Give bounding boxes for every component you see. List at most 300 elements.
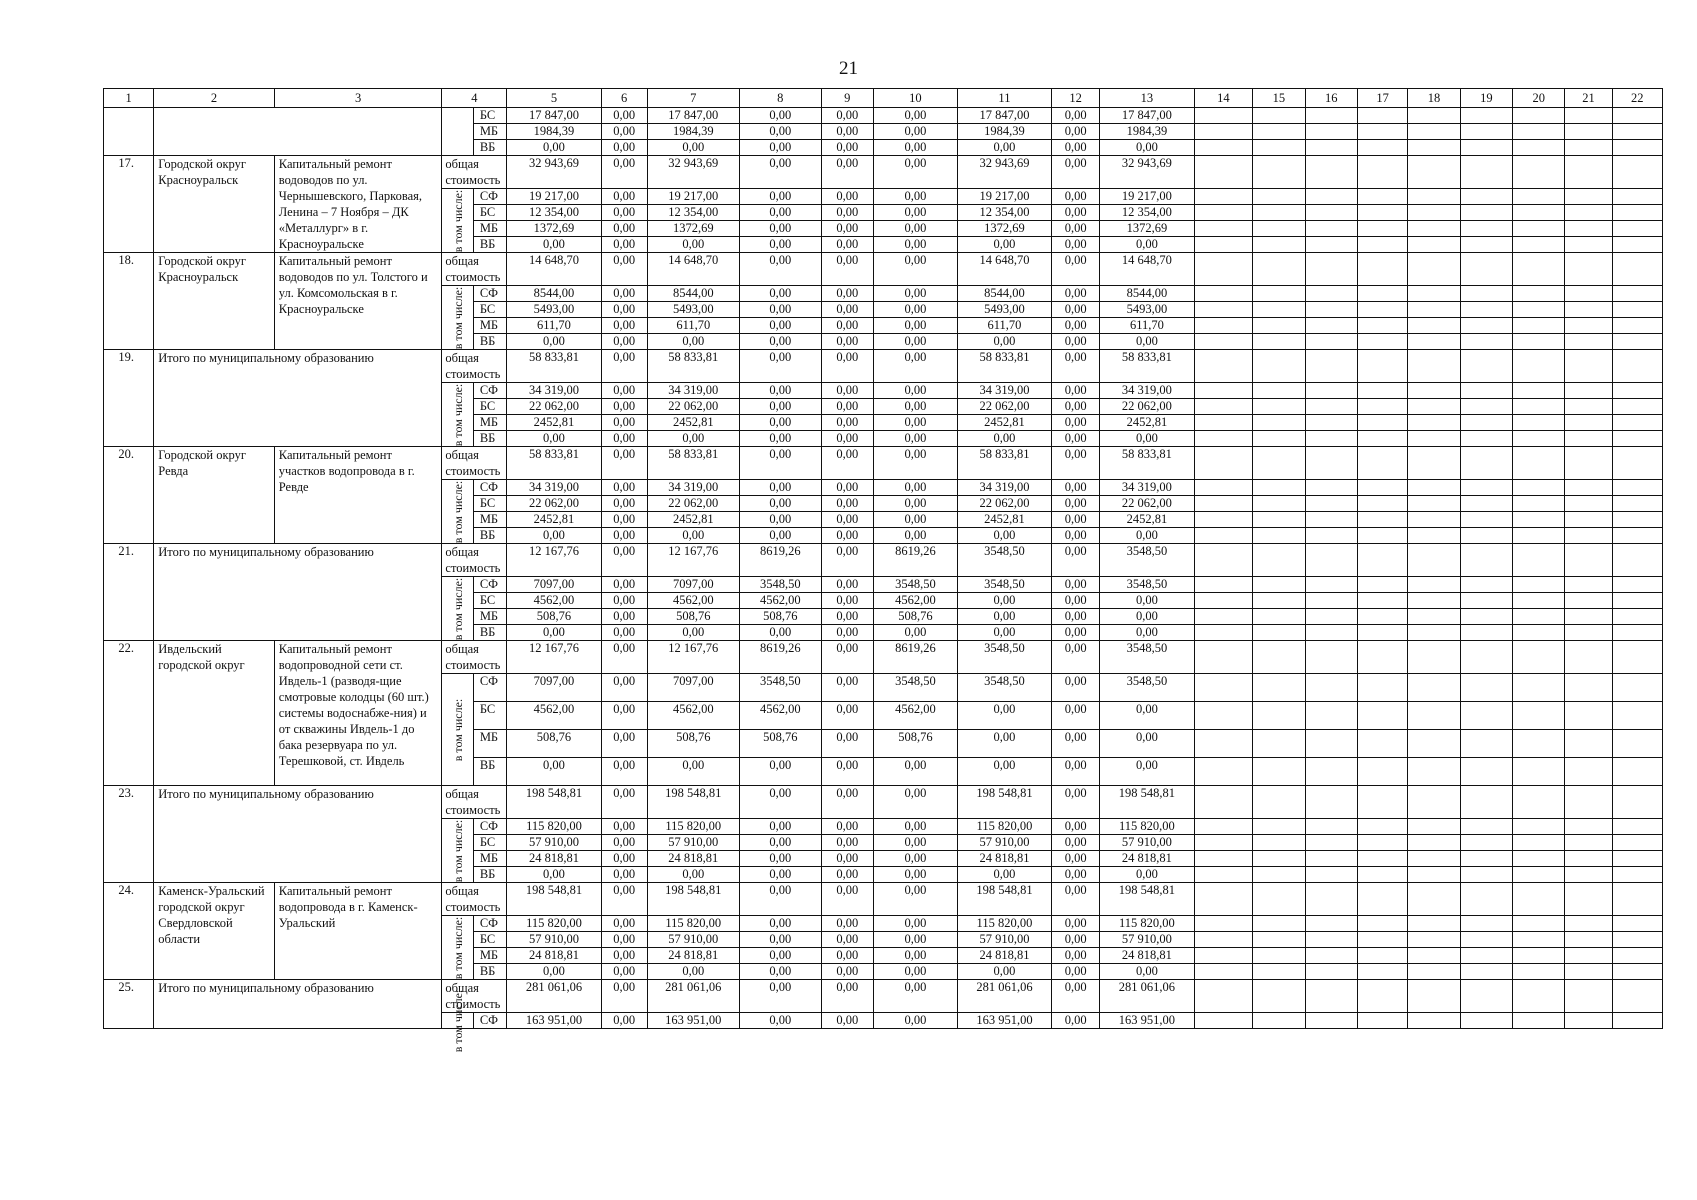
empty-cell [1460,835,1512,851]
empty-cell [1513,237,1565,253]
value-cell: 0,00 [1052,383,1100,399]
value-cell: 0,00 [821,577,873,593]
empty-cell [1408,835,1460,851]
empty-cell [1612,140,1662,156]
funding-type: МБ [473,948,507,964]
empty-cell [1612,334,1662,350]
empty-cell [1460,383,1512,399]
value-cell: 3548,50 [957,674,1051,702]
value-cell: 34 319,00 [957,480,1051,496]
value-cell: 0,00 [873,964,957,980]
value-cell: 0,00 [821,932,873,948]
empty-cell [1612,758,1662,786]
empty-cell [1513,674,1565,702]
value-cell: 0,00 [601,140,647,156]
value-cell: 0,00 [601,932,647,948]
empty-cell [1305,512,1357,528]
total-value: 0,00 [1052,156,1100,189]
empty-cell [1513,964,1565,980]
value-cell: 0,00 [873,237,957,253]
value-cell: 0,00 [1052,867,1100,883]
budget-table [103,88,1663,1052]
empty-cell [1565,221,1612,237]
empty-cell [1305,237,1357,253]
empty-cell [1357,819,1407,835]
empty-cell [1305,641,1357,674]
total-cost-label [442,350,507,383]
funding-type: МБ [473,512,507,528]
empty-cell [1408,609,1460,625]
value-cell: 0,00 [821,528,873,544]
value-cell: 12 354,00 [507,205,601,221]
value-cell: 7097,00 [647,674,739,702]
empty-cell [1565,512,1612,528]
empty-cell [1408,867,1460,883]
empty-cell [1357,124,1407,140]
value-cell: 7097,00 [507,577,601,593]
value-cell: 0,00 [739,528,821,544]
empty-cell [1194,609,1253,625]
empty-cell [1408,108,1460,124]
total-label: общая [445,351,479,365]
empty-cell [1305,156,1357,189]
column-header: 3 [274,89,442,108]
column-header: 18 [1408,89,1460,108]
total-value: 0,00 [873,980,957,1013]
empty-cell [1565,980,1612,1013]
empty-cell [1612,786,1662,819]
total-value: 3548,50 [957,544,1051,577]
value-cell: 0,00 [601,577,647,593]
empty-cell [1357,302,1407,318]
funding-type: МБ [473,851,507,867]
value-cell: 0,00 [873,625,957,641]
including-label [442,577,473,641]
value-cell: 4562,00 [739,702,821,730]
total-value: 0,00 [1052,883,1100,916]
value-cell: 3548,50 [739,674,821,702]
total-value: 12 167,76 [507,641,601,674]
value-cell: 0,00 [601,334,647,350]
empty-cell [1305,350,1357,383]
value-cell: 0,00 [739,318,821,334]
empty-cell [1194,496,1253,512]
empty-cell [1305,577,1357,593]
empty-cell [1460,350,1512,383]
empty-cell [1513,108,1565,124]
value-cell: 0,00 [821,318,873,334]
empty-cell [1357,528,1407,544]
municipality-name: Городской округ Красноуральск [154,253,274,350]
total-value: 0,00 [821,786,873,819]
empty-cell [1460,124,1512,140]
value-cell: 22 062,00 [1100,496,1194,512]
cost-label: стоимость [445,173,501,187]
column-header: 9 [821,89,873,108]
total-label: общая [445,254,479,268]
subtotal-title: Итого по муниципальному образованию [154,544,442,641]
value-cell: 0,00 [821,399,873,415]
total-value: 0,00 [821,980,873,1013]
empty-cell [1305,140,1357,156]
value-cell: 3548,50 [957,577,1051,593]
funding-type: ВБ [473,964,507,980]
value-cell: 1984,39 [957,124,1051,140]
row-number: 25. [104,980,154,1029]
page-number: 21 [839,58,858,79]
value-cell: 0,00 [957,334,1051,350]
value-cell: 3548,50 [873,674,957,702]
funding-type: ВБ [473,140,507,156]
value-cell: 0,00 [739,286,821,302]
empty-cell [1253,124,1305,140]
value-cell: 0,00 [873,819,957,835]
value-cell: 0,00 [957,867,1051,883]
empty-cell [1194,964,1253,980]
value-cell: 4562,00 [739,593,821,609]
empty-cell [1460,730,1512,758]
column-header: 2 [154,89,274,108]
empty-cell [1408,786,1460,819]
value-cell: 0,00 [647,758,739,786]
empty-cell [1305,221,1357,237]
value-cell: 0,00 [739,1013,821,1029]
value-cell: 57 910,00 [1100,932,1194,948]
empty-cell [1194,730,1253,758]
value-cell: 0,00 [821,1013,873,1029]
empty-cell [1408,883,1460,916]
empty-cell [1357,786,1407,819]
empty-cell [1460,577,1512,593]
empty-cell [1460,221,1512,237]
value-cell: 0,00 [647,625,739,641]
value-cell: 115 820,00 [507,819,601,835]
empty-cell [1460,496,1512,512]
funding-type: ВБ [473,528,507,544]
value-cell: 7097,00 [507,674,601,702]
total-value: 32 943,69 [957,156,1051,189]
total-value: 0,00 [821,883,873,916]
value-cell: 115 820,00 [1100,916,1194,932]
value-cell: 0,00 [601,702,647,730]
empty-cell [1612,609,1662,625]
municipality-name: Ивдельский городской округ [154,641,274,786]
total-value: 0,00 [1052,641,1100,674]
value-cell: 57 910,00 [957,835,1051,851]
empty-cell [1612,156,1662,189]
value-cell: 0,00 [739,302,821,318]
empty-cell [1357,237,1407,253]
row-number: 24. [104,883,154,980]
value-cell: 508,76 [507,609,601,625]
value-cell: 611,70 [957,318,1051,334]
value-cell: 0,00 [1052,318,1100,334]
row-number-cell [104,108,154,156]
value-cell: 0,00 [647,334,739,350]
value-cell: 115 820,00 [1100,819,1194,835]
empty-cell [1253,140,1305,156]
empty-cell [1513,350,1565,383]
total-value: 0,00 [1052,253,1100,286]
funding-type: СФ [473,674,507,702]
value-cell: 12 354,00 [647,205,739,221]
value-cell: 0,00 [1052,431,1100,447]
empty-cell [1513,124,1565,140]
empty-cell [1305,253,1357,286]
value-cell: 0,00 [873,512,957,528]
value-cell: 0,00 [821,496,873,512]
value-cell: 0,00 [601,851,647,867]
value-cell: 0,00 [821,730,873,758]
including-text: в том числе: [450,819,465,882]
empty-cell [1305,334,1357,350]
empty-cell [1513,948,1565,964]
empty-cell [1513,205,1565,221]
empty-cell [1460,702,1512,730]
total-value: 0,00 [739,253,821,286]
empty-cell [1612,819,1662,835]
empty-cell [1253,593,1305,609]
value-cell: 0,00 [601,1013,647,1029]
value-cell: 0,00 [873,1013,957,1029]
value-cell: 0,00 [1052,140,1100,156]
empty-cell [1612,851,1662,867]
empty-cell [1460,758,1512,786]
total-value: 0,00 [1052,350,1100,383]
empty-cell [1305,286,1357,302]
empty-cell [1305,124,1357,140]
value-cell: 0,00 [1100,140,1194,156]
value-cell: 0,00 [873,334,957,350]
including-label [442,674,473,786]
table-row [104,641,1663,659]
empty-cell [1253,447,1305,480]
total-value: 0,00 [739,883,821,916]
value-cell: 0,00 [1052,286,1100,302]
cost-label: стоимость [445,658,501,672]
continuation-cell [154,108,442,156]
value-cell: 0,00 [957,140,1051,156]
empty-cell [1513,786,1565,819]
row-number: 20. [104,447,154,544]
empty-cell [1612,835,1662,851]
value-cell: 508,76 [873,730,957,758]
value-cell: 115 820,00 [647,819,739,835]
value-cell: 0,00 [601,124,647,140]
empty-cell [1357,350,1407,383]
cost-label: стоимость [445,367,501,381]
funding-type: БС [473,835,507,851]
empty-cell [1357,577,1407,593]
funding-type: МБ [473,221,507,237]
value-cell: 17 847,00 [1100,108,1194,124]
value-cell: 34 319,00 [1100,480,1194,496]
empty-cell [1408,819,1460,835]
total-value: 0,00 [601,350,647,383]
empty-cell [1513,447,1565,480]
value-cell: 17 847,00 [647,108,739,124]
empty-cell [1565,528,1612,544]
empty-cell [1612,544,1662,577]
value-cell: 0,00 [821,948,873,964]
cost-label: стоимость [445,561,501,575]
empty-cell [1460,980,1512,1013]
empty-cell [1565,702,1612,730]
value-cell: 0,00 [1100,702,1194,730]
empty-cell [1253,819,1305,835]
value-cell: 0,00 [821,819,873,835]
empty-cell [1194,383,1253,399]
empty-cell [1253,512,1305,528]
value-cell: 0,00 [647,431,739,447]
empty-cell [1565,237,1612,253]
value-cell: 3548,50 [739,577,821,593]
value-cell: 0,00 [601,758,647,786]
total-value: 0,00 [601,253,647,286]
total-value: 0,00 [601,786,647,819]
empty-cell [1612,350,1662,383]
funding-type: ВБ [473,758,507,786]
empty-cell [1612,674,1662,702]
empty-cell [1408,730,1460,758]
value-cell: 0,00 [507,625,601,641]
empty-cell [1513,334,1565,350]
empty-cell [1565,1013,1612,1029]
value-cell: 0,00 [873,124,957,140]
total-value: 0,00 [873,447,957,480]
empty-cell [1408,237,1460,253]
empty-cell [1612,512,1662,528]
value-cell: 0,00 [1052,480,1100,496]
total-value: 0,00 [739,156,821,189]
empty-cell [1305,302,1357,318]
value-cell: 0,00 [1052,609,1100,625]
row-number: 18. [104,253,154,350]
value-cell: 5493,00 [957,302,1051,318]
value-cell: 0,00 [821,108,873,124]
empty-cell [1408,140,1460,156]
value-cell: 22 062,00 [507,496,601,512]
value-cell: 22 062,00 [647,496,739,512]
value-cell: 0,00 [873,302,957,318]
empty-cell [1194,593,1253,609]
empty-cell [1460,851,1512,867]
value-cell: 0,00 [1100,593,1194,609]
empty-cell [1357,916,1407,932]
value-cell: 0,00 [821,431,873,447]
value-cell: 0,00 [507,140,601,156]
total-cost-label [442,786,507,819]
total-value: 0,00 [821,447,873,480]
value-cell: 22 062,00 [957,496,1051,512]
value-cell: 0,00 [873,431,957,447]
empty-cell [1357,730,1407,758]
empty-cell [1357,480,1407,496]
value-cell: 0,00 [739,851,821,867]
total-value: 58 833,81 [647,350,739,383]
empty-cell [1357,447,1407,480]
value-cell: 0,00 [873,221,957,237]
including-text: в том числе: [450,989,465,1052]
value-cell: 0,00 [1100,609,1194,625]
empty-cell [1253,318,1305,334]
empty-cell [1253,415,1305,431]
empty-cell [1253,399,1305,415]
value-cell: 0,00 [1100,867,1194,883]
empty-cell [1513,253,1565,286]
value-cell: 0,00 [739,205,821,221]
empty-cell [1194,1013,1253,1029]
total-value: 281 061,06 [647,980,739,1013]
empty-cell [1460,318,1512,334]
value-cell: 19 217,00 [1100,189,1194,205]
value-cell: 0,00 [1052,237,1100,253]
empty-cell [1513,835,1565,851]
empty-cell [1408,156,1460,189]
empty-cell [1357,932,1407,948]
total-value: 0,00 [739,786,821,819]
municipality-name: Каменск-Уральский городской округ Свердловской области [154,883,274,980]
empty-cell [1460,932,1512,948]
empty-cell [1194,702,1253,730]
value-cell: 0,00 [957,593,1051,609]
value-cell: 0,00 [873,932,957,948]
total-value: 58 833,81 [957,350,1051,383]
empty-cell [1408,641,1460,674]
object-description: Капитальный ремонт водоводов по ул. Чернышевского, Парковая, Ленина – 7 Ноября – ДК «Металлург» в г. Красноуральске [274,156,442,253]
value-cell: 0,00 [1052,577,1100,593]
value-cell: 0,00 [601,730,647,758]
total-value: 32 943,69 [1100,156,1194,189]
cost-label: стоимость [445,900,501,914]
column-header: 5 [507,89,601,108]
value-cell: 163 951,00 [957,1013,1051,1029]
empty-cell [1305,948,1357,964]
empty-cell [1305,108,1357,124]
empty-cell [1460,399,1512,415]
value-cell: 1984,39 [507,124,601,140]
empty-cell [1513,1013,1565,1029]
empty-cell [1513,431,1565,447]
value-cell: 0,00 [873,528,957,544]
value-cell: 2452,81 [507,512,601,528]
empty-cell [1513,140,1565,156]
value-cell: 0,00 [1052,730,1100,758]
empty-cell [1565,625,1612,641]
value-cell: 0,00 [739,480,821,496]
value-cell: 0,00 [647,867,739,883]
empty-cell [1194,334,1253,350]
empty-cell [1612,1013,1662,1029]
empty-cell [1513,399,1565,415]
empty-cell [1357,980,1407,1013]
value-cell: 0,00 [821,625,873,641]
total-cost-label [442,156,507,189]
value-cell: 0,00 [601,674,647,702]
value-cell: 0,00 [1052,334,1100,350]
value-cell: 0,00 [1052,819,1100,835]
funding-type: СФ [473,189,507,205]
empty-cell [1357,318,1407,334]
empty-cell [1408,577,1460,593]
empty-cell [1305,980,1357,1013]
total-value: 0,00 [821,641,873,674]
empty-cell [1357,383,1407,399]
empty-cell [1460,948,1512,964]
value-cell: 24 818,81 [957,851,1051,867]
empty-cell [1357,1013,1407,1029]
value-cell: 34 319,00 [1100,383,1194,399]
